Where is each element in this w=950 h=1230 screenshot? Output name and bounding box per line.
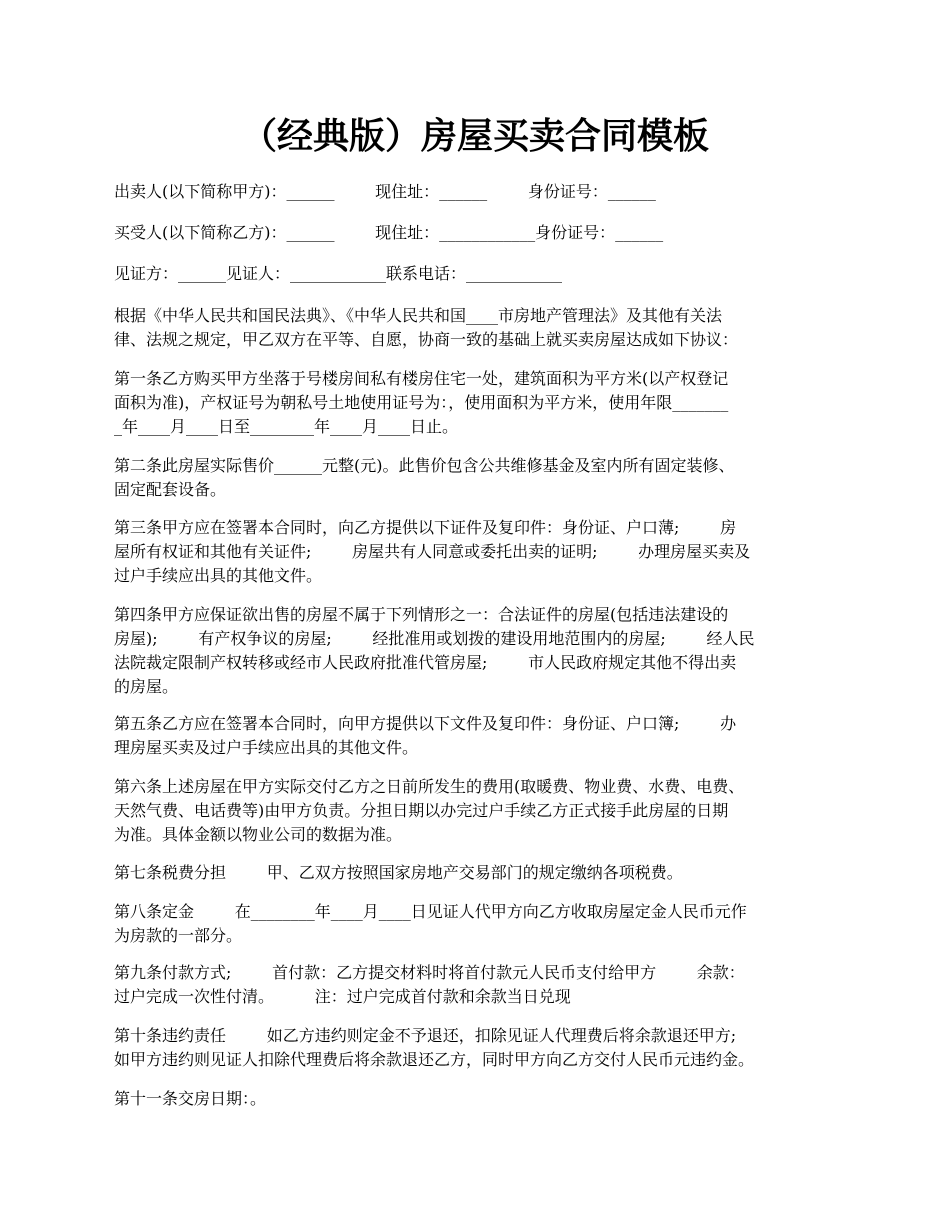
- text-line: 第七条税费分担 甲、乙双方按照国家房地产交易部门的规定缴纳各项税费。: [114, 863, 683, 882]
- text-line: 第六条上述房屋在甲方实际交付乙方之日前所发生的费用(取暖费、物业费、水费、电费、: [114, 777, 745, 796]
- text-line: 第四条甲方应保证欲出售的房屋不属于下列情形之一：合法证件的房屋(包括违法建设的: [114, 605, 729, 624]
- text-line: 第八条定金 在________年____月____日见证人代甲方向乙方收取房屋定金人民币元作: [114, 902, 747, 921]
- text-line: 为准。具体金额以物业公司的数据为准。: [114, 825, 403, 844]
- text-line: 过户完成一次性付清。 注：过户完成首付款和余款当日兑现: [114, 987, 571, 1006]
- text-line: 房屋); 有产权争议的房屋; 经批准用或划拨的建设用地范围内的房屋; 经人民: [114, 629, 755, 648]
- text-line: 第九条付款方式; 首付款：乙方提交材料时将首付款元人民币支付给甲方 余款：: [114, 963, 745, 982]
- text-line: 第十一条交房日期：。: [114, 1089, 267, 1108]
- text-line-seller: 出卖人(以下简称甲方)：______ 现住址：______ 身份证号：______: [114, 182, 656, 201]
- text-line: 第十条违约责任 如乙方违约则定金不予退还，扣除见证人代理费后将余款退还甲方;: [114, 1026, 737, 1045]
- text-line: 根据《中华人民共和国民法典》、《中华人民共和国____市房地产管理法》及其他有关法: [114, 306, 723, 325]
- text-line: 第一条乙方购买甲方坐落于号楼房间私有楼房住宅一处，建筑面积为平方米(以产权登记: [114, 369, 729, 388]
- text-line: 屋所有权证和其他有关证件; 房屋共有人同意或委托出卖的证明; 办理房屋买卖及: [114, 542, 751, 561]
- text-line: _年____月____日至________年____月____日止。: [114, 417, 459, 436]
- text-line: 为房款的一部分。: [114, 926, 243, 945]
- text-line: 法院裁定限制产权转移或经市人民政府批准代管房屋; 市人民政府规定其他不得出卖: [114, 653, 737, 672]
- text-line: 第五条乙方应在签署本合同时，向甲方提供以下文件及复印件：身份证、户口簿; 办: [114, 714, 737, 733]
- text-line: 第三条甲方应在签署本合同时，向乙方提供以下证件及复印件：身份证、户口薄; 房: [114, 518, 737, 537]
- document-title: （经典版）房屋买卖合同模板: [240, 115, 709, 157]
- text-line-buyer: 买受人(以下简称乙方)：______ 现住址：____________身份证号：______: [114, 223, 664, 242]
- text-line: 如甲方违约则见证人扣除代理费后将余款退还乙方，同时甲方向乙方交付人民币元违约金。: [114, 1050, 755, 1069]
- text-line: 固定配套设备。: [114, 480, 227, 499]
- text-line: 面积为准)，产权证号为朝私号土地使用证号为：，使用面积为平方米，使用年限_______: [114, 393, 729, 412]
- text-line: 律、法规之规定，甲乙双方在平等、自愿，协商一致的基础上就买卖房屋达成如下协议：: [114, 330, 739, 349]
- text-line: 过户手续应出具的其他文件。: [114, 566, 323, 585]
- text-line: 理房屋买卖及过户手续应出具的其他文件。: [114, 738, 419, 757]
- text-line: 第二条此房屋实际售价______元整(元)。此售价包含公共维修基金及室内所有固定装修、: [114, 456, 735, 475]
- text-line-witness: 见证方：______见证人：____________联系电话：____________: [114, 264, 563, 283]
- text-line: 的房屋。: [114, 677, 179, 696]
- text-line: 天然气费、电话费等)由甲方负责。分担日期以办完过户手续乙方正式接手此房屋的日期: [114, 801, 729, 820]
